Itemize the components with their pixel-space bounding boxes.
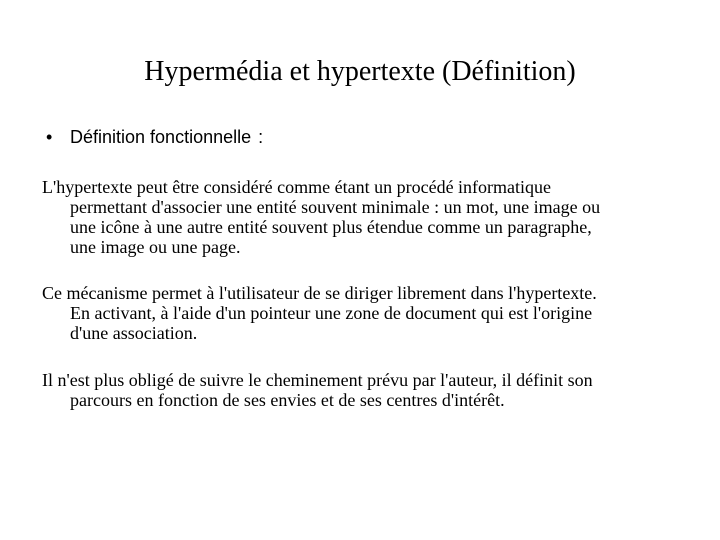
paragraph-line: En activant, à l'aide d'un pointeur une zone de document qui est l'origine [70,303,593,323]
paragraph-mechanism [42,283,682,343]
paragraph-line: L'hypertexte peut être considéré comme étant un procédé informatique [42,177,552,197]
paragraph-line: une image ou une page. [70,237,241,257]
paragraph-freedom [42,370,682,410]
bullet-label: Définition fonctionnelle [70,127,252,147]
paragraph-line: parcours en fonction de ses envies et de ses centres d'intérêt. [70,390,505,410]
bullet-icon: • [46,127,53,147]
paragraph-definition [42,177,682,257]
bullet-suffix: : [253,127,264,147]
slide-title: Hypermédia et hypertexte (Définition) [144,56,576,87]
paragraph-line: Ce mécanisme permet à l'utilisateur de se diriger librement dans l'hypertexte. [42,283,597,303]
paragraph-line: une icône à une autre entité souvent plus étendue comme un paragraphe, [70,217,592,237]
paragraph-line: permettant d'associer une entité souvent minimale : un mot, une image ou [70,197,601,217]
bullet-item [46,126,263,148]
paragraph-line: d'une association. [70,323,198,343]
paragraph-line: Il n'est plus obligé de suivre le cheminement prévu par l'auteur, il définit son [42,370,593,390]
